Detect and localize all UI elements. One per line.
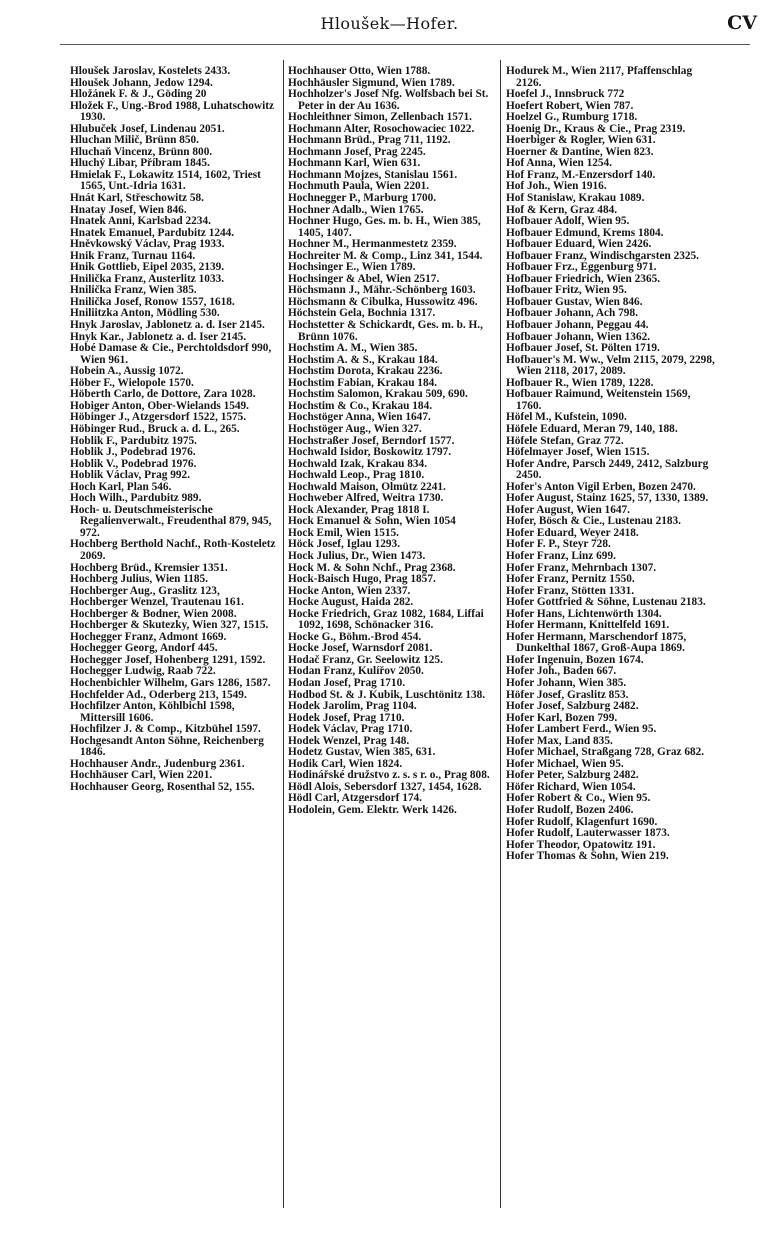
directory-entry: Hoefert Robert, Wien 787. [506,99,634,112]
directory-entry: Höchstein Gela, Bochnia 1317. [288,307,436,320]
directory-entry: Hof Joh., Wien 1916. [506,180,607,193]
directory-entry: Hnik Gottlieb, Eipel 2035, 2139. [70,261,225,274]
directory-entry: Hochholzer's Josef Nfg. Wolfsbach bei St. Peter in der Au 1636. [288,88,489,112]
header-rule [60,44,750,45]
directory-entry: Hofer Eduard, Weyer 2418. [506,526,639,539]
directory-entry: Hofer Lambert Ferd., Wien 95. [506,723,657,736]
directory-entry: Hochenbichler Wilhelm, Gars 1286, 1587. [70,676,271,689]
directory-entry: Hofbauer Johann, Ach 798. [506,307,638,320]
directory-entry: Hochhauser Otto, Wien 1788. [288,65,431,77]
directory-entry: Hofbauer Josef, St. Pölten 1719. [506,342,660,355]
directory-entry: Hochstim Fabian, Krakau 184. [288,376,438,389]
directory-entry: Hock Emil, Wien 1515. [288,526,399,539]
directory-entry: Hochsinger & Abel, Wien 2517. [288,272,440,285]
directory-entry: Hödl Alois, Sebersdorf 1327, 1454, 1628. [288,780,482,793]
directory-entry: Hochwald Maison, Olmütz 2241. [288,480,446,493]
directory-entry: Hock Julius, Dr., Wien 1473. [288,549,426,562]
directory-entry: Hochwald Isidor, Boskowitz 1797. [288,446,452,459]
directory-entry: Hložánek F. & J., Göding 20 [70,88,207,101]
directory-entry: Hochfelder Ad., Oderberg 213, 1549. [70,688,247,701]
directory-entry: Hoefel J., Innsbruck 772 [506,88,625,101]
directory-entry: Hloušek Jaroslav, Kostelets 2433. [70,65,231,77]
directory-entry: Hoerner & Dantine, Wien 823. [506,145,654,158]
directory-entry: Hofbauer Gustav, Wien 846. [506,295,643,308]
directory-entry: Hochfilzer J. & Comp., Kitzbühel 1597. [70,723,261,736]
directory-entry: Hochwald Leop., Prag 1810. [288,469,425,482]
directory-entry: Hnát Karl, Střeschowitz 58. [70,192,204,205]
directory-entry: Höchsmann & Cibulka, Hussowitz 496. [288,295,478,308]
directory-entry: Hochmann Mojzes, Stanislau 1561. [288,168,458,181]
running-head: Hloušek—Hofer. [320,14,459,33]
directory-entry: Hochwald Izak, Krakau 834. [288,457,428,470]
directory-entry: Hochstraßer Josef, Berndorf 1577. [288,434,455,447]
page-number: CV [727,12,757,34]
directory-entry: Hof Stanislaw, Krakau 1089. [506,192,645,205]
directory-entry: Hochstetter & Schickardt, Ges. m. b. H., Brünn 1076. [288,319,483,343]
directory-entry: Hodač Franz, Gr. Seelowitz 125. [288,653,443,666]
directory-entry: Hofer August, Wien 1647. [506,503,630,516]
directory-entry: Hödl Carl, Atzgersdorf 174. [288,792,422,805]
directory-entry: Hofbauer Friedrich, Wien 2365. [506,272,661,285]
directory-entry: Hofer Thomas & Sohn, Wien 219. [506,850,669,863]
directory-entry: Hofer Ingenuin, Bozen 1674. [506,653,644,666]
directory-entry: Hof Franz, M.-Enzersdorf 140. [506,168,656,181]
directory-entry: Hochnegger P., Marburg 1700. [288,192,437,205]
directory-entry: Hodan Josef, Prag 1710. [288,676,406,689]
directory-entry: Hoblik F., Pardubitz 1975. [70,434,198,447]
directory-entry: Hnatay Josef, Wien 846. [70,203,187,216]
directory-entry: Hochner Hugo, Ges. m. b. H., Wien 385, 1405, 1407. [288,215,481,239]
directory-entry: Hochberg Brüd., Kremsier 1351. [70,561,228,574]
directory-entry: Hofer Joh., Baden 667. [506,665,617,678]
column-divider [500,60,501,1208]
directory-entry: Hofbauer Edmund, Krems 1804. [506,226,664,239]
directory-entry: Hofer Gottfried & Söhne, Lustenau 2183. [506,596,706,609]
directory-entry: Hof Anna, Wien 1254. [506,157,612,170]
directory-entry: Höfele Eduard, Meran 79, 140, 188. [506,422,678,435]
directory-entry: Hof & Kern, Graz 484. [506,203,618,216]
directory-entry: Hofbauer Raimund, Weitenstein 1569, 1760. [506,388,691,412]
directory-entry: Hnik Franz, Turnau 1164. [70,249,196,262]
directory-entry: Hochstim Dorota, Krakau 2236. [288,365,443,378]
directory-entry: Hochstim A. & S., Krakau 184. [288,353,438,366]
directory-entry: Hochmuth Paula, Wien 2201. [288,180,430,193]
directory-entry: Hnatek Anni, Karlsbad 2234. [70,215,211,228]
directory-entry: Hock-Baisch Hugo, Prag 1857. [288,573,436,586]
directory-entry: Hofer Max, Land 835. [506,734,613,747]
directory-entry: Hněvkowský Václav, Prag 1933. [70,238,225,251]
directory-entry: Hofer Franz, Pernitz 1550. [506,573,635,586]
directory-entry: Hoch- u. Deutschmeisterische Regalienverwalt., Freudenthal 879, 945, 972. [70,503,272,539]
directory-entry: Hodbod St. & J. Kubik, Luschtönitz 138. [288,688,486,701]
directory-entry: Hofbauer Fritz, Wien 95. [506,284,627,297]
directory-entry: Hnilička Franz, Austerlitz 1033. [70,272,225,285]
directory-entry: Hofer Rudolf, Klagenfurt 1690. [506,815,658,828]
directory-entry: Hochner Adalb., Wien 1765. [288,203,424,216]
directory-entry: Hochberger Wenzel, Trautenau 161. [70,596,244,609]
column-2 [288,66,498,817]
directory-entry: Hložek F., Ung.-Brod 1988, Luhatschowitz 1930. [70,99,274,124]
directory-entry: Hofbauer Franz, Windischgarsten 2325. [506,249,700,262]
directory-entry: Hodek Josef, Prag 1710. [288,711,405,724]
directory-entry: Hmielak F., Lokawitz 1514, 1602, Triest 1565, Unt.-Idria 1631. [70,168,261,193]
directory-entry: Hofer Michael, Wien 95. [506,757,624,770]
directory-entry: Hofer Andre, Parsch 2449, 2412, Salzburg 2450. [506,457,709,482]
directory-entry: Hochhauser Andr., Judenburg 2361. [70,757,245,770]
directory-entry: Hniliitzka Anton, Mödling 530. [70,307,220,320]
directory-entry: Hodinářské družstvo z. s. s r. o., Prag 808. [288,769,490,782]
directory-entry: Höchsmann J., Mähr.-Schönberg 1603. [288,284,476,297]
directory-entry: Hochstöger Aug., Wien 327. [288,422,422,435]
directory-entry: Hodurek M., Wien 2117, Pfaffenschlag 2126. [506,65,693,89]
directory-entry: Hochegger Franz, Admont 1669. [70,630,227,643]
directory-entry: Hofer Franz, Linz 699. [506,549,616,562]
directory-entry: Hofer Michael, Straßgang 728, Graz 682. [506,746,705,759]
directory-entry: Hochfilzer Anton, Köhlbichl 1598, Mittersill 1606. [70,700,235,724]
directory-entry: Hnilička Josef, Ronow 1557, 1618. [70,295,235,308]
directory-entry: Hoenig Dr., Kraus & Cie., Prag 2319. [506,122,686,135]
directory-entry: Hodetz Gustav, Wien 385, 631. [288,746,436,759]
directory-entry: Hodek Jarolim, Prag 1104. [288,700,417,713]
directory-entry: Hoblik V., Podebrad 1976. [70,457,197,470]
directory-entry: Hofbauer Adolf, Wien 95. [506,215,630,228]
directory-entry: Hofer F. P., Steyr 728. [506,538,611,551]
directory-entry: Hocke August, Haida 282. [288,596,414,609]
directory-entry: Hodek Václav, Prag 1710. [288,723,413,736]
directory-entry: Hofbauer's M. Ww., Velm 2115, 2079, 2298, Wien 2118, 2017, 2089. [506,353,715,378]
directory-entry: Hofer Robert & Co., Wien 95. [506,792,651,805]
directory-entry: Hofer's Anton Vigil Erben, Bozen 2470. [506,480,696,493]
directory-entry: Hlubuček Josef, Lindenau 2051. [70,122,225,135]
directory-entry: Hofer, Bösch & Cie., Lustenau 2183. [506,515,682,528]
directory-entry: Hochberg Julius, Wien 1185. [70,573,208,586]
directory-entry: Hochegger Ludwig, Raab 722. [70,665,216,678]
directory-entry: Hofer Theodor, Opatowitz 191. [506,838,656,851]
directory-entry: Hofer Hermann, Knittelfeld 1691. [506,619,670,632]
directory-entry: Hocke G., Böhm.-Brod 454. [288,630,422,643]
directory-entry: Höfer Josef, Graslitz 853. [506,688,629,701]
directory-entry: Hochstim A. M., Wien 385. [288,342,418,355]
directory-entry: Hodan Franz, Kulířov 2050. [288,665,424,678]
directory-entry: Hochner M., Hermanmestetz 2359. [288,238,457,251]
directory-entry: Hochweber Alfred, Weitra 1730. [288,492,444,505]
directory-entry: Hochstim & Co., Krakau 184. [288,399,433,412]
directory-entry: Höbinger J., Atzgersdorf 1522, 1575. [70,411,247,424]
column-1 [70,66,280,793]
directory-entry: Höbinger Rud., Bruck a. d. L., 265. [70,422,240,435]
directory-entry: Hofer Hermann, Marschendorf 1875, Dunkelthal 1867, Groß-Aupa 1869. [506,630,687,655]
directory-entry: Hofer Rudolf, Bozen 2406. [506,804,634,816]
directory-entry: Hofer Rudolf, Lauterwasser 1873. [506,827,670,840]
directory-entry: Hochstim Salomon, Krakau 509, 690. [288,388,468,401]
directory-entry: Hofbauer R., Wien 1789, 1228. [506,376,654,389]
directory-entry: Hochreiter M. & Comp., Linz 341, 1544. [288,249,483,262]
directory-entry: Hodolein, Gem. Elektr. Werk 1426. [288,804,457,816]
directory-entry: Hochberg Berthold Nachf., Roth-Kosteletz 2069. [70,538,276,562]
directory-entry: Hochsinger E., Wien 1789. [288,261,416,274]
directory-entry: Hochberger & Bodner, Wien 2008. [70,607,237,620]
directory-entry: Hoch Karl, Plan 546. [70,480,172,493]
directory-entry: Hofbauer Eduard, Wien 2426. [506,238,652,251]
directory-entry: Hoblik Václav, Prag 992. [70,469,190,482]
directory-entry: Höfele Stefan, Graz 772. [506,434,624,447]
directory-entry: Hofer Peter, Salzburg 2482. [506,769,639,782]
directory-entry: Hofbauer Frz., Eggenburg 971. [506,261,657,274]
column-3 [506,66,716,863]
directory-entry: Hocke Anton, Wien 2337. [288,584,411,597]
directory-entry: Hobein A., Aussig 1072. [70,365,184,378]
directory-entry: Hluchan Milič, Brünn 850. [70,134,199,147]
directory-entry: Hobé Damase & Cie., Perchtoldsdorf 990, Wien 961. [70,342,272,366]
directory-entry: Hnatek Emanuel, Pardubitz 1244. [70,226,235,239]
directory-entry: Hochegger Georg, Andorf 445. [70,642,218,655]
directory-entry: Hoelzel G., Rumburg 1718. [506,111,638,124]
directory-entry: Hofer Josef, Salzburg 2482. [506,700,639,713]
directory-entry: Hochstöger Anna, Wien 1647. [288,411,431,424]
directory-entry: Hofer Hans, Lichtenwörth 1304. [506,607,662,620]
directory-entry: Hofer Karl, Bozen 799. [506,711,618,724]
directory-entry: Höber F., Wielopole 1570. [70,376,194,389]
directory-entry: Hochmann Karl, Wien 631. [288,157,421,170]
directory-entry: Höfer Richard, Wien 1054. [506,780,636,793]
column-divider [283,60,284,1208]
directory-entry: Hnilička Franz, Wien 385. [70,284,197,297]
directory-entry: Hoerbiger & Rogler, Wien 631. [506,134,656,147]
directory-entry: Hnyk Kar., Jablonetz a. d. Iser 2145. [70,330,247,343]
directory-entry: Hochmann Alter, Rosochowaciec 1022. [288,122,475,135]
directory-entry: Hochberger Aug., Graslitz 123, [70,584,220,597]
directory-entry: Höfel M., Kufstein, 1090. [506,411,627,424]
directory-entry: Hofer Johann, Wien 385. [506,676,627,689]
directory-entry: Hofbauer Johann, Wien 1362. [506,330,651,343]
directory-entry: Hoch Wilh., Pardubitz 989. [70,492,202,505]
directory-entry: Hofer Franz, Stötten 1331. [506,584,635,597]
directory-entry: Hochmann Josef, Prag 2245. [288,145,426,158]
directory-entry: Höberth Carlo, de Dottore, Zara 1028. [70,388,256,401]
directory-entry: Hock Alexander, Prag 1818 I. [288,503,430,516]
directory-entry: Hochegger Josef, Hohenberg 1291, 1592. [70,653,266,666]
directory-entry: Hochberger & Skutezky, Wien 327, 1515. [70,619,269,632]
directory-entry: Hock Emanuel & Sohn, Wien 1054 [288,515,456,528]
directory-entry: Hochhauser Georg, Rosenthal 52, 155. [70,780,255,793]
directory-entry: Hobiger Anton, Ober-Wielands 1549. [70,399,249,412]
directory-entry: Hock M. & Sohn Nchf., Prag 2368. [288,561,456,574]
directory-entry: Hluchý Libar, Příbram 1845. [70,157,210,170]
directory-entry: Hochhäusler Sigmund, Wien 1789. [288,76,455,89]
directory-entry: Hochleithner Simon, Zellenbach 1571. [288,111,473,124]
directory-entry: Hofbauer Johann, Peggau 44. [506,319,649,332]
directory-entry: Hofer Franz, Mehrnbach 1307. [506,561,657,574]
directory-entry: Hoblik J., Podebrad 1976. [70,446,196,459]
directory-entry: Hluchaň Vincenz, Brünn 800. [70,145,213,158]
directory-entry: Hocke Friedrich, Graz 1082, 1684, Liffai 1092, 1698, Schönacker 316. [288,607,484,632]
directory-entry: Hochhäuser Carl, Wien 2201. [70,769,213,782]
directory-entry: Hnyk Jaroslav, Jablonetz a. d. Iser 2145. [70,319,265,332]
directory-entry: Hofer August, Stainz 1625, 57, 1330, 1389. [506,492,709,505]
directory-entry: Höck Josef, Iglau 1293. [288,538,401,551]
directory-entry: Höfelmayer Josef, Wien 1515. [506,446,650,459]
directory-entry: Hodek Wenzel, Prag 148. [288,734,410,747]
directory-entry: Hochgesandt Anton Söhne, Reichenberg 1846. [70,734,264,759]
directory-entry: Hochmann Brüd., Prag 711, 1192. [288,134,451,147]
directory-entry: Hocke Josef, Warnsdorf 2081. [288,642,433,655]
directory-entry: Hloušek Johann, Jedow 1294. [70,76,213,89]
directory-entry: Hodik Carl, Wien 1824. [288,757,403,770]
